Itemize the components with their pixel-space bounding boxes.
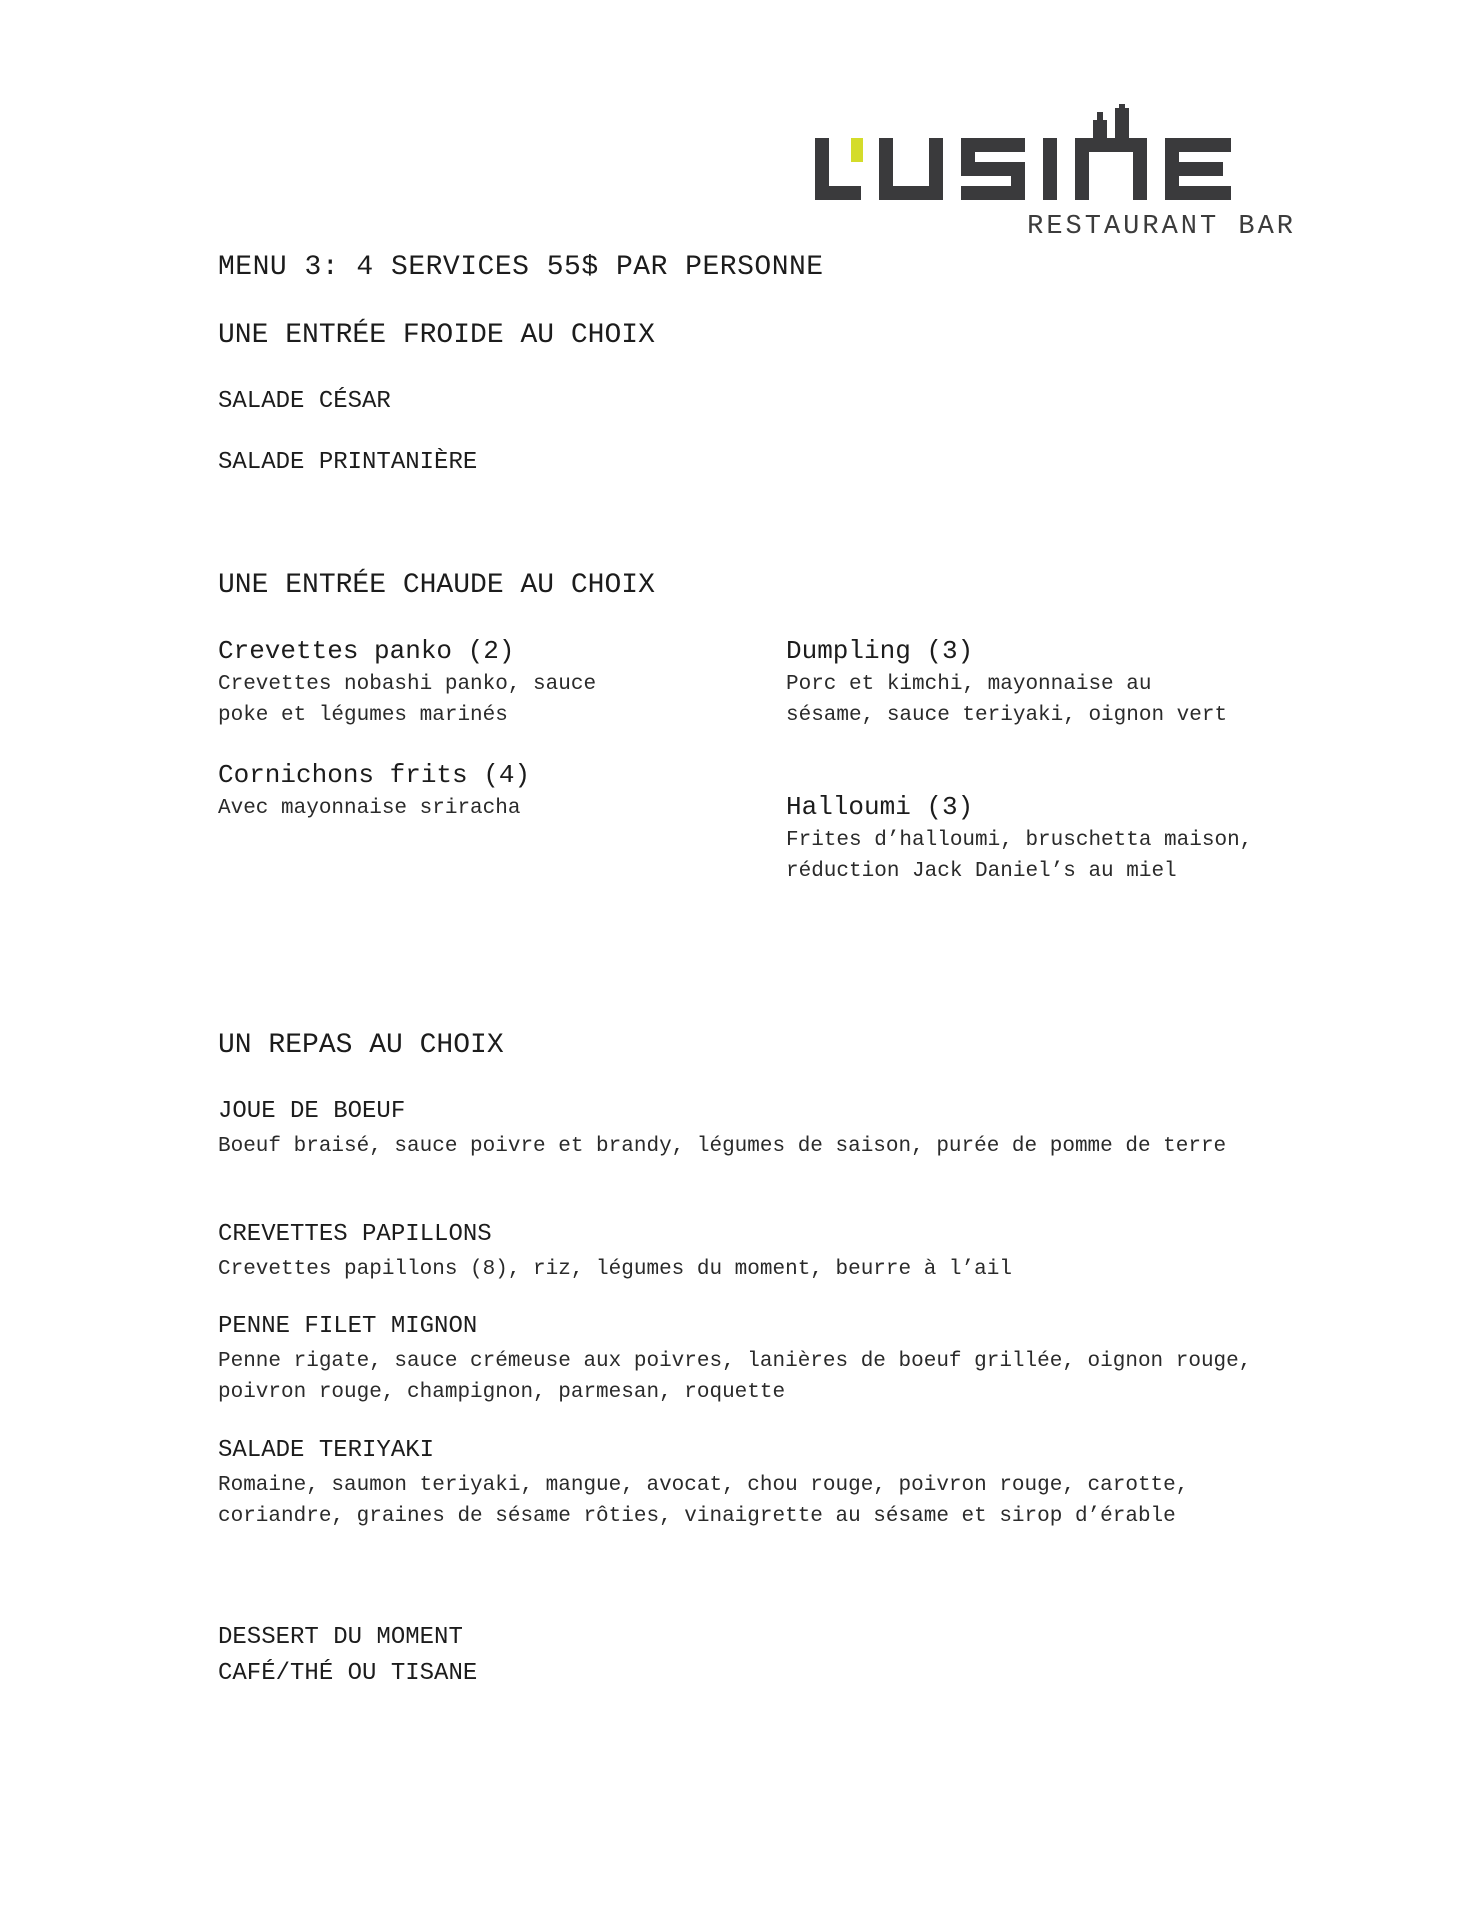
logo-subtitle: RESTAURANT BAR <box>1027 212 1296 242</box>
hot-starter-name: Crevettes panko (2) <box>218 636 515 666</box>
logo-wordmark-graphic <box>815 104 1295 204</box>
hot-starter-description: Avec mayonnaise sriracha <box>218 797 521 820</box>
cold-starter-item: SALADE CÉSAR <box>218 388 391 415</box>
hot-starter-name: Dumpling (3) <box>786 636 974 666</box>
dessert-line: DESSERT DU MOMENT <box>218 1624 463 1651</box>
menu-title: MENU 3: 4 SERVICES 55$ PAR PERSONNE <box>218 252 824 283</box>
main-description: Boeuf braisé, sauce poivre et brandy, légumes de saison, purée de pomme de terre <box>218 1135 1227 1158</box>
main-name: PENNE FILET MIGNON <box>218 1313 478 1340</box>
main-name: JOUE DE BOEUF <box>218 1098 406 1125</box>
hot-starter-name: Halloumi (3) <box>786 792 974 822</box>
cold-starters-heading: UNE ENTRÉE FROIDE AU CHOIX <box>218 320 655 351</box>
hot-starters-heading: UNE ENTRÉE CHAUDE AU CHOIX <box>218 570 655 601</box>
drinks-line: CAFÉ/THÉ OU TISANE <box>218 1660 478 1687</box>
main-name: SALADE TERIYAKI <box>218 1437 435 1464</box>
hot-starter-description: Crevettes nobashi panko, sauce poke et légumes marinés <box>218 673 597 727</box>
main-description: Penne rigate, sauce crémeuse aux poivres, lanières de boeuf grillée, oignon rouge, poivron rouge, champignon, parmesan, roquette <box>218 1350 1252 1404</box>
cold-starter-item: SALADE PRINTANIÈRE <box>218 449 478 476</box>
logo <box>815 104 1295 244</box>
mains-heading: UN REPAS AU CHOIX <box>218 1030 504 1061</box>
hot-starter-description: Porc et kimchi, mayonnaise au sésame, sauce teriyaki, oignon vert <box>786 673 1228 727</box>
hot-starter-name: Cornichons frits (4) <box>218 760 531 790</box>
main-description: Crevettes papillons (8), riz, légumes du moment, beurre à l’ail <box>218 1258 1012 1281</box>
main-description: Romaine, saumon teriyaki, mangue, avocat, chou rouge, poivron rouge, carotte, coriandre, graines de sésame rôties, vinaigrette au sésame et sirop d’érable <box>218 1474 1189 1528</box>
hot-starter-description: Frites d’halloumi, bruschetta maison, réduction Jack Daniel’s au miel <box>786 829 1253 883</box>
main-name: CREVETTES PAPILLONS <box>218 1221 492 1248</box>
